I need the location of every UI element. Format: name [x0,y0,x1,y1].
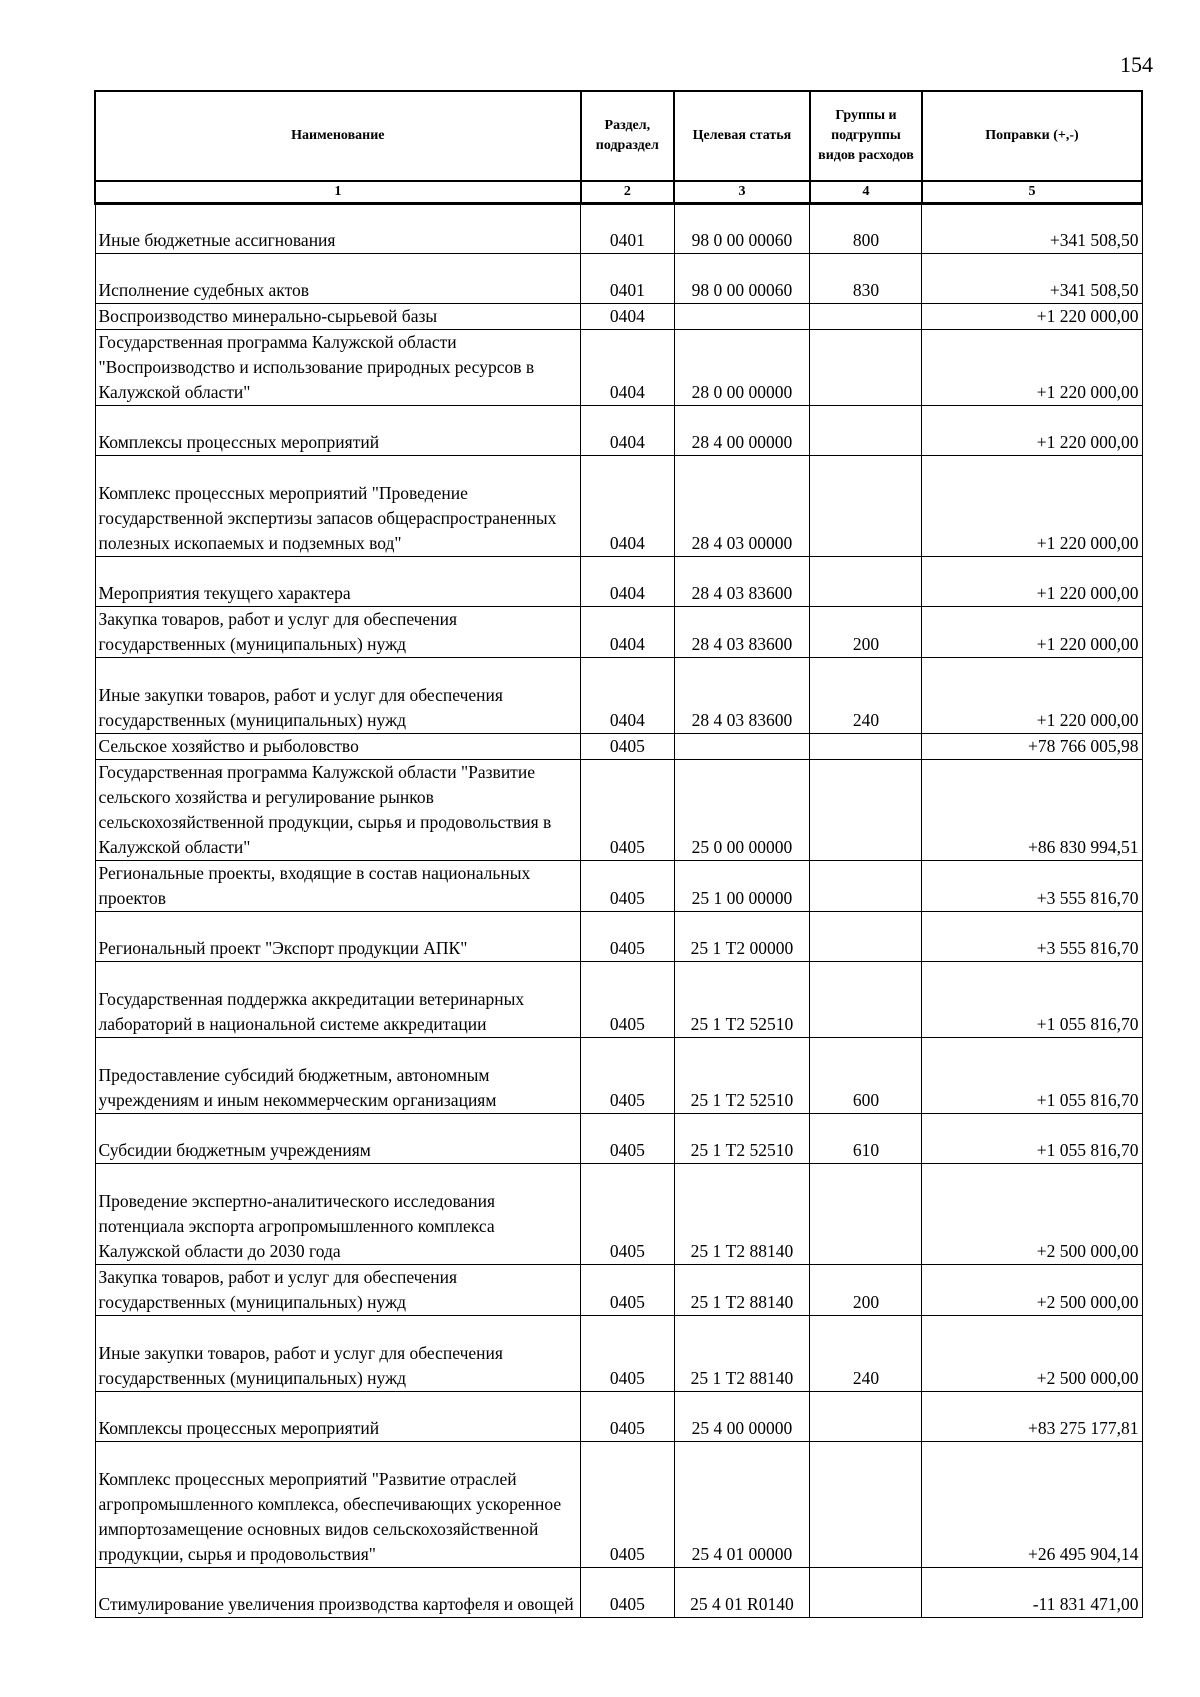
row-amount: +341 508,50 [922,204,1142,254]
table-row [95,1265,1142,1316]
table-row [95,557,1142,607]
table-row [95,406,1142,456]
row-name: Государственная программа Калужской области "Развитие сельского хозяйства и регулирование рынков сельскохозяйственной продукции, сырья и продовольствия в Калужской области" [95,760,581,861]
row-group: 240 [810,1316,922,1392]
row-section: 0405 [581,962,674,1038]
table-row [95,861,1142,912]
table-row [95,1442,1142,1568]
row-target [674,304,810,330]
row-name: Государственная программа Калужской области "Воспроизводство и использование природных ресурсов в Калужской области" [95,330,581,406]
row-target: 25 4 00 00000 [674,1392,810,1442]
row-group [810,304,922,330]
table-row [95,304,1142,330]
row-group [810,912,922,962]
row-section: 0405 [581,1265,674,1316]
row-group [810,330,922,406]
row-group [810,557,922,607]
row-section: 0405 [581,1164,674,1265]
row-name: Закупка товаров, работ и услуг для обеспечения государственных (муниципальных) нужд [95,1265,581,1316]
row-section: 0405 [581,1568,674,1618]
row-name: Субсидии бюджетным учреждениям [95,1114,581,1164]
row-name: Закупка товаров, работ и услуг для обеспечения государственных (муниципальных) нужд [95,607,581,658]
row-amount: +2 500 000,00 [922,1316,1142,1392]
row-amount: +2 500 000,00 [922,1164,1142,1265]
row-group: 830 [810,254,922,304]
row-amount: +26 495 904,14 [922,1442,1142,1568]
header-col-number: 2 [581,181,674,204]
header-col-number: 4 [810,181,922,204]
header-col-number: 3 [674,181,810,204]
row-amount: -11 831 471,00 [922,1568,1142,1618]
row-group: 600 [810,1038,922,1114]
row-name: Комплекс процессных мероприятий "Проведение государственной экспертизы запасов общераспространенных полезных ископаемых и подземных вод" [95,456,581,557]
row-amount: +1 220 000,00 [922,557,1142,607]
header-groups: Группы и подгруппы видов расходов [810,91,922,181]
row-group [810,1568,922,1618]
row-name: Иные закупки товаров, работ и услуг для обеспечения государственных (муниципальных) нужд [95,658,581,734]
row-target: 28 4 03 83600 [674,557,810,607]
table-row [95,1038,1142,1114]
page-number: 154 [1120,52,1153,77]
table-row [95,734,1142,760]
row-section: 0404 [581,330,674,406]
row-name: Государственная поддержка аккредитации ветеринарных лабораторий в национальной системе аккредитации [95,962,581,1038]
row-name: Региональный проект "Экспорт продукции АПК" [95,912,581,962]
row-amount: +1 055 816,70 [922,962,1142,1038]
header-col-number: 5 [922,181,1142,204]
row-section: 0401 [581,204,674,254]
table-row [95,962,1142,1038]
row-amount: +1 055 816,70 [922,1038,1142,1114]
row-name: Комплекс процессных мероприятий "Развитие отраслей агропромышленного комплекса, обеспечивающих ускоренное импортозамещение основных видов сельскохозяйственной продукции, сырья и продовольствия" [95,1442,581,1568]
row-section: 0405 [581,760,674,861]
row-amount: +3 555 816,70 [922,912,1142,962]
table-row [95,1568,1142,1618]
row-section: 0405 [581,734,674,760]
row-group [810,1442,922,1568]
table-row [95,1164,1142,1265]
row-group: 800 [810,204,922,254]
row-target: 25 1 Т2 88140 [674,1164,810,1265]
row-name: Предоставление субсидий бюджетным, автономным учреждениям и иным некоммерческим организациям [95,1038,581,1114]
row-target: 25 1 Т2 88140 [674,1316,810,1392]
header-col-number: 1 [95,181,581,204]
row-group: 610 [810,1114,922,1164]
row-amount: +2 500 000,00 [922,1265,1142,1316]
budget-amendments-table [94,90,1143,1618]
row-name: Проведение экспертно-аналитического исследования потенциала экспорта агропромышленного комплекса Калужской области до 2030 года [95,1164,581,1265]
table-row [95,760,1142,861]
table-row [95,607,1142,658]
table-row [95,912,1142,962]
table-row [95,204,1142,254]
row-group [810,1164,922,1265]
table-row [95,330,1142,406]
row-name: Региональные проекты, входящие в состав национальных проектов [95,861,581,912]
row-target: 28 4 03 83600 [674,607,810,658]
row-section: 0405 [581,1038,674,1114]
row-amount: +1 220 000,00 [922,304,1142,330]
row-target: 28 4 00 00000 [674,406,810,456]
row-group: 240 [810,658,922,734]
row-target: 25 0 00 00000 [674,760,810,861]
row-amount: +1 220 000,00 [922,330,1142,406]
row-target: 28 4 03 00000 [674,456,810,557]
row-name: Сельское хозяйство и рыболовство [95,734,581,760]
row-section: 0401 [581,254,674,304]
row-group [810,456,922,557]
row-target: 25 1 00 00000 [674,861,810,912]
row-target [674,734,810,760]
row-target: 98 0 00 00060 [674,204,810,254]
row-amount: +1 055 816,70 [922,1114,1142,1164]
row-amount: +86 830 994,51 [922,760,1142,861]
row-section: 0404 [581,557,674,607]
row-section: 0404 [581,658,674,734]
header-name: Наименование [95,91,581,181]
table-row [95,1392,1142,1442]
table-row [95,456,1142,557]
row-group: 200 [810,1265,922,1316]
header-section: Раздел, подраздел [581,91,674,181]
row-target: 25 1 Т2 52510 [674,1114,810,1164]
row-name: Воспроизводство минерально-сырьевой базы [95,304,581,330]
row-target: 98 0 00 00060 [674,254,810,304]
row-group [810,962,922,1038]
row-group [810,760,922,861]
row-section: 0404 [581,406,674,456]
row-target: 25 1 Т2 52510 [674,962,810,1038]
row-name: Исполнение судебных актов [95,254,581,304]
row-amount: +83 275 177,81 [922,1392,1142,1442]
row-section: 0404 [581,607,674,658]
header-amendments: Поправки (+,-) [922,91,1142,181]
row-amount: +78 766 005,98 [922,734,1142,760]
row-target: 25 1 Т2 88140 [674,1265,810,1316]
row-group: 200 [810,607,922,658]
row-name: Комплексы процессных мероприятий [95,1392,581,1442]
row-name: Мероприятия текущего характера [95,557,581,607]
table-row [95,658,1142,734]
row-group [810,1392,922,1442]
row-section: 0405 [581,1442,674,1568]
row-target: 25 4 01 R0140 [674,1568,810,1618]
row-target: 28 0 00 00000 [674,330,810,406]
row-name: Иные закупки товаров, работ и услуг для обеспечения государственных (муниципальных) нужд [95,1316,581,1392]
row-section: 0405 [581,1114,674,1164]
row-group [810,734,922,760]
row-section: 0405 [581,861,674,912]
table-row [95,1316,1142,1392]
row-section: 0405 [581,912,674,962]
row-name: Комплексы процессных мероприятий [95,406,581,456]
header-target: Целевая статья [674,91,810,181]
row-section: 0405 [581,1316,674,1392]
row-amount: +1 220 000,00 [922,658,1142,734]
row-target: 25 4 01 00000 [674,1442,810,1568]
row-name: Иные бюджетные ассигнования [95,204,581,254]
table-row [95,1114,1142,1164]
row-section: 0404 [581,304,674,330]
row-amount: +1 220 000,00 [922,406,1142,456]
row-amount: +3 555 816,70 [922,861,1142,912]
row-name: Стимулирование увеличения производства картофеля и овощей [95,1568,581,1618]
row-group [810,861,922,912]
table-row [95,254,1142,304]
row-target: 25 1 Т2 00000 [674,912,810,962]
row-target: 25 1 Т2 52510 [674,1038,810,1114]
row-section: 0404 [581,456,674,557]
row-group [810,406,922,456]
row-section: 0405 [581,1392,674,1442]
row-amount: +341 508,50 [922,254,1142,304]
row-amount: +1 220 000,00 [922,607,1142,658]
row-target: 28 4 03 83600 [674,658,810,734]
row-amount: +1 220 000,00 [922,456,1142,557]
